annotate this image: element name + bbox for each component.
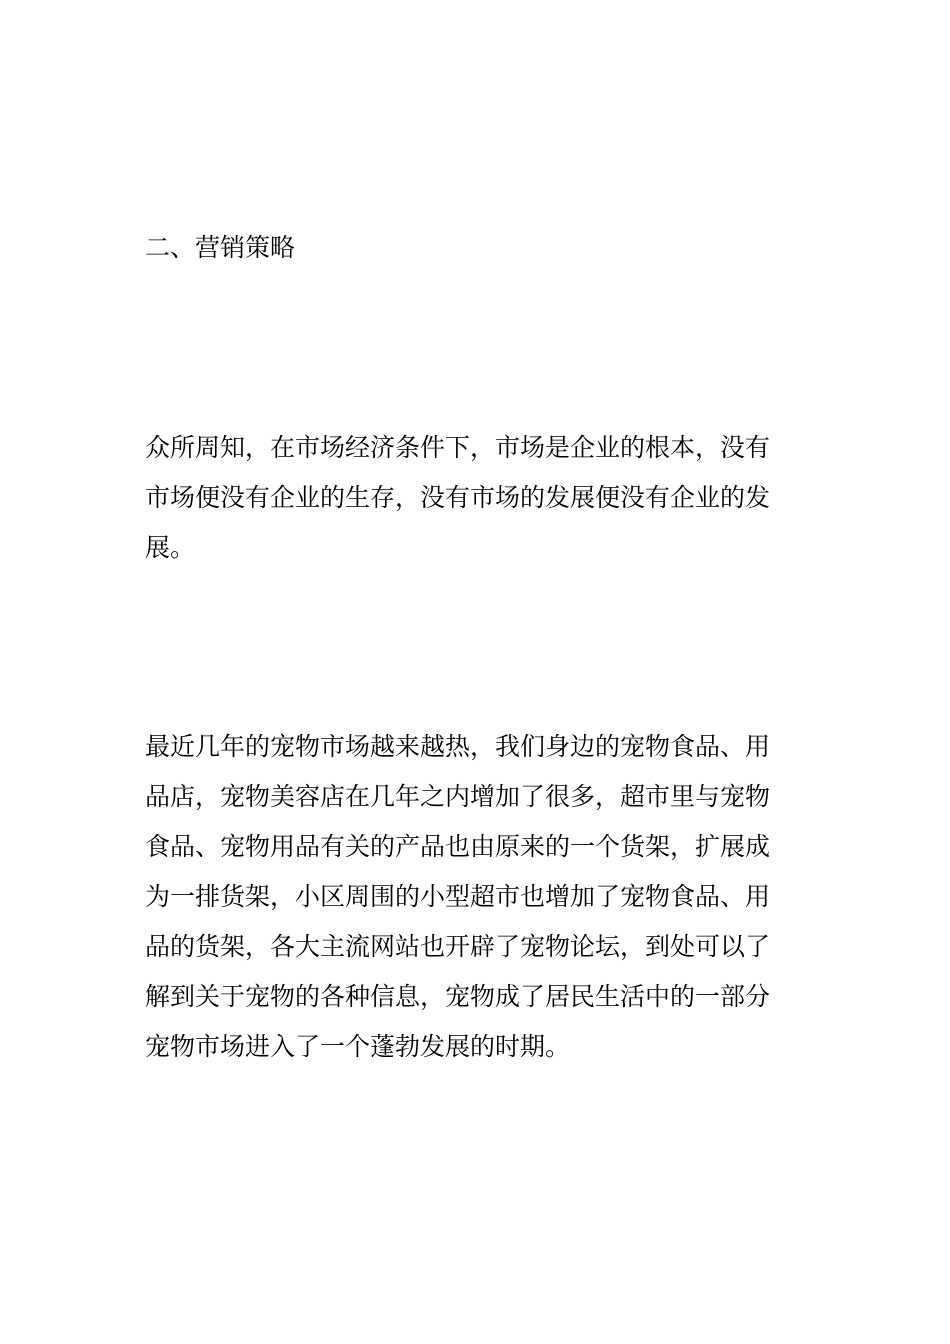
paragraph-line: 为一排货架，小区周围的小型超市也增加了宠物食品、用 — [145, 882, 771, 911]
paragraph-line: 品的货架，各大主流网站也开辟了宠物论坛，到处可以了 — [145, 932, 771, 961]
paragraph-line: 解到关于宠物的各种信息，宠物成了居民生活中的一部分 — [145, 982, 771, 1011]
paragraph-line: 展。 — [145, 533, 196, 562]
paragraph-line: 食品、宠物用品有关的产品也由原来的一个货架，扩展成 — [145, 832, 771, 861]
section-heading: 二、营销策略 — [145, 233, 296, 262]
paragraph-line: 众所周知，在市场经济条件下，市场是企业的根本，没有 — [145, 433, 771, 462]
paragraph-line: 最近几年的宠物市场越来越热，我们身边的宠物食品、用 — [145, 732, 771, 761]
paragraph-line: 市场便没有企业的生存，没有市场的发展便没有企业的发 — [145, 483, 771, 512]
paragraph-market-fundamentals — [145, 423, 770, 573]
paragraph-line: 宠物市场进入了一个蓬勃发展的时期。 — [145, 1032, 571, 1061]
paragraph-line: 品店，宠物美容店在几年之内增加了很多，超市里与宠物 — [145, 782, 771, 811]
paragraph-pet-market — [145, 722, 770, 1072]
